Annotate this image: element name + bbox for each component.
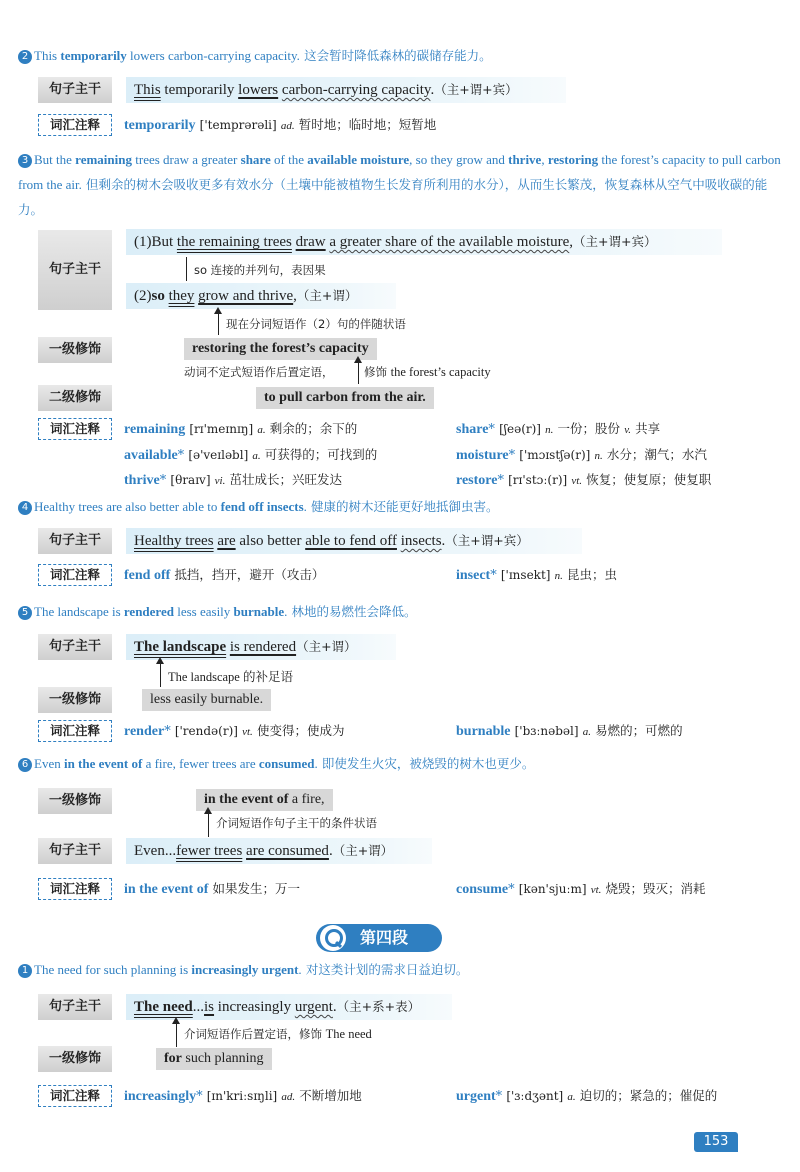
adverbial-note: 现在分词短语作（2）句的伴随状语 [226, 317, 406, 331]
sentence-number: 5 [18, 606, 32, 620]
vocab-label: 词汇注释 [38, 418, 112, 440]
sentence-translation: 对这类计划的需求日益迫切。 [305, 962, 469, 977]
vocab-entry: restore* [rɪ'stɔː(r)] vt. 恢复；使复原；使复职 [456, 472, 712, 488]
vocab-entry: render* ['rendə(r)] vt. 使变得；使成为 [124, 723, 345, 739]
vocab-label: 词汇注释 [38, 878, 112, 900]
section-header [316, 924, 442, 952]
sentence-number: 4 [18, 501, 32, 515]
vocab-label: 词汇注释 [38, 114, 112, 136]
sentence-trunk: Even...fewer trees are consumed.（主+谓） [126, 838, 432, 864]
sentence-number: 2 [18, 50, 32, 64]
vocab-entry: moisture* ['mɔɪstʃə(r)] n. 水分；潮气；水汽 [456, 447, 707, 463]
magnifier-icon [320, 925, 346, 951]
vocab-label: 词汇注释 [38, 564, 112, 586]
arrow [358, 362, 359, 384]
vocab-entry: insect* ['ɪnsekt] n. 昆虫；虫 [456, 567, 617, 583]
sentence-trunk: This temporarily lowers carbon-carrying capacity.（主+谓+宾） [126, 77, 566, 103]
vocab-label: 词汇注释 [38, 720, 112, 742]
modifier-1: for such planning [156, 1048, 272, 1070]
complement-note: The landscape 的补足语 [168, 670, 293, 684]
vocab-entry: urgent* ['ɜːdʒənt] a. 迫切的；紧急的；催促的 [456, 1088, 718, 1104]
attributive-note: 介词短语作后置定语，修饰 The need [184, 1027, 372, 1041]
modifier-1: restoring the forest’s capacity [184, 338, 377, 360]
sentence-3: 3 But the remaining trees draw a greater share of the available moisture, so they grow and thrive, restoring the forest’s capacity to pull carbon from the air. 但剩余的树木会吸收更多有效水分（土壤中能被植物生长发育所利用的水分），从而生长繁茂，恢复森林从空气中吸收碳的能力。 [18, 152, 781, 217]
sentence-translation: 林地的易燃性会降低。 [291, 604, 417, 619]
vocab-entry: remaining [rɪ'meɪnɪŋ] a. 剩余的；余下的 [124, 421, 358, 437]
sentence-number: 1 [18, 964, 32, 978]
modifier-target-note: 修饰 the forest’s capacity [364, 365, 491, 379]
vocab-entry: thrive* [θraɪv] vi. 茁壮成长；兴旺发达 [124, 472, 343, 488]
arrow [218, 313, 219, 335]
vocab-entry: increasingly* [ɪn'kriːsɪŋli] ad. 不断增加地 [124, 1088, 362, 1104]
page-number: 153 [694, 1132, 738, 1152]
trunk-label: 句子主干 [38, 994, 112, 1020]
vocab-entry: consume* [kən'sjuːm] vt. 烧毁；毁灭；消耗 [456, 881, 706, 897]
mod2-label: 二级修饰 [38, 385, 112, 411]
connector-line [186, 257, 187, 281]
mod1-label: 一级修饰 [38, 687, 112, 713]
vocab-entry: in the event of 如果发生；万一 [124, 881, 301, 897]
vocab-entry: fend off 抵挡，挡开，避开（攻击） [124, 567, 325, 583]
trunk-label: 句子主干 [38, 77, 112, 103]
sentence-4: 4 Healthy trees are also better able to fend off insects. 健康的树木还能更好地抵御虫害。 [18, 495, 788, 520]
modifier-note: 动词不定式短语作后置定语， [184, 365, 334, 379]
sentence-translation: 这会暂时降低森林的碳储存能力。 [304, 48, 492, 63]
vocab-entry: share* [ʃeə(r)] n. 一份；股份 v. 共享 [456, 421, 661, 437]
mod1-label: 一级修饰 [38, 788, 112, 814]
trunk-clause-2: (2)so they grow and thrive,（主+谓） [126, 283, 396, 309]
sentence-trunk: The need...is increasingly urgent.（主+系+表） [126, 994, 452, 1020]
modifier-1: less easily burnable. [142, 689, 271, 711]
arrow [208, 813, 209, 837]
mod1-label: 一级修饰 [38, 337, 112, 363]
vocab-entry: temporarily ['temprərəli] ad. 暂时地；临时地；短暂地 [124, 117, 437, 133]
vocab-label: 词汇注释 [38, 1085, 112, 1107]
sentence-5: 5 The landscape is rendered less easily burnable. 林地的易燃性会降低。 [18, 600, 788, 625]
sentence-translation: 健康的树木还能更好地抵御虫害。 [311, 499, 499, 514]
vocab-entry: available* [ə'veɪləbl] a. 可获得的；可找到的 [124, 447, 378, 463]
sentence-number: 6 [18, 758, 32, 772]
arrow [176, 1023, 177, 1047]
trunk-clause-1: (1)But the remaining trees draw a greater share of the available moisture,（主+谓+宾） [126, 229, 722, 255]
vocab-entry: burnable ['bɜːnəbəl] a. 易燃的；可燃的 [456, 723, 683, 739]
condition-note: 介词短语作句子主干的条件状语 [216, 816, 377, 830]
sentence-translation: 即使发生火灾，被烧毁的树木也更少。 [321, 756, 535, 771]
modifier-2: to pull carbon from the air. [256, 387, 434, 409]
sentence-trunk: The landscape is rendered（主+谓） [126, 634, 396, 660]
trunk-label: 句子主干 [38, 230, 112, 310]
mod1-label: 一级修饰 [38, 1046, 112, 1072]
sentence-trunk: Healthy trees are also better able to fend off insects.（主+谓+宾） [126, 528, 582, 554]
trunk-label: 句子主干 [38, 838, 112, 864]
arrow [160, 663, 161, 687]
sentence-translation: 但剩余的树木会吸收更多有效水分（土壤中能被植物生长发育所利用的水分），从而生长繁茂，恢复森林从空气中吸收碳的能力。 [18, 177, 768, 217]
section-title: 第四段 [360, 928, 409, 947]
sentence-number: 3 [18, 154, 32, 168]
trunk-label: 句子主干 [38, 528, 112, 554]
sentence-p4-1: 1 The need for such planning is increasingly urgent. 对这类计划的需求日益迫切。 [18, 958, 788, 983]
sentence-2: 2 This temporarily lowers carbon-carrying capacity. 这会暂时降低森林的碳储存能力。 [18, 44, 788, 69]
link-note: so 连接的并列句，表因果 [194, 263, 326, 277]
modifier-1: in the event of a fire, [196, 789, 333, 811]
sentence-6: 6 Even in the event of a fire, fewer trees are consumed. 即使发生火灾，被烧毁的树木也更少。 [18, 752, 788, 777]
trunk-label: 句子主干 [38, 634, 112, 660]
